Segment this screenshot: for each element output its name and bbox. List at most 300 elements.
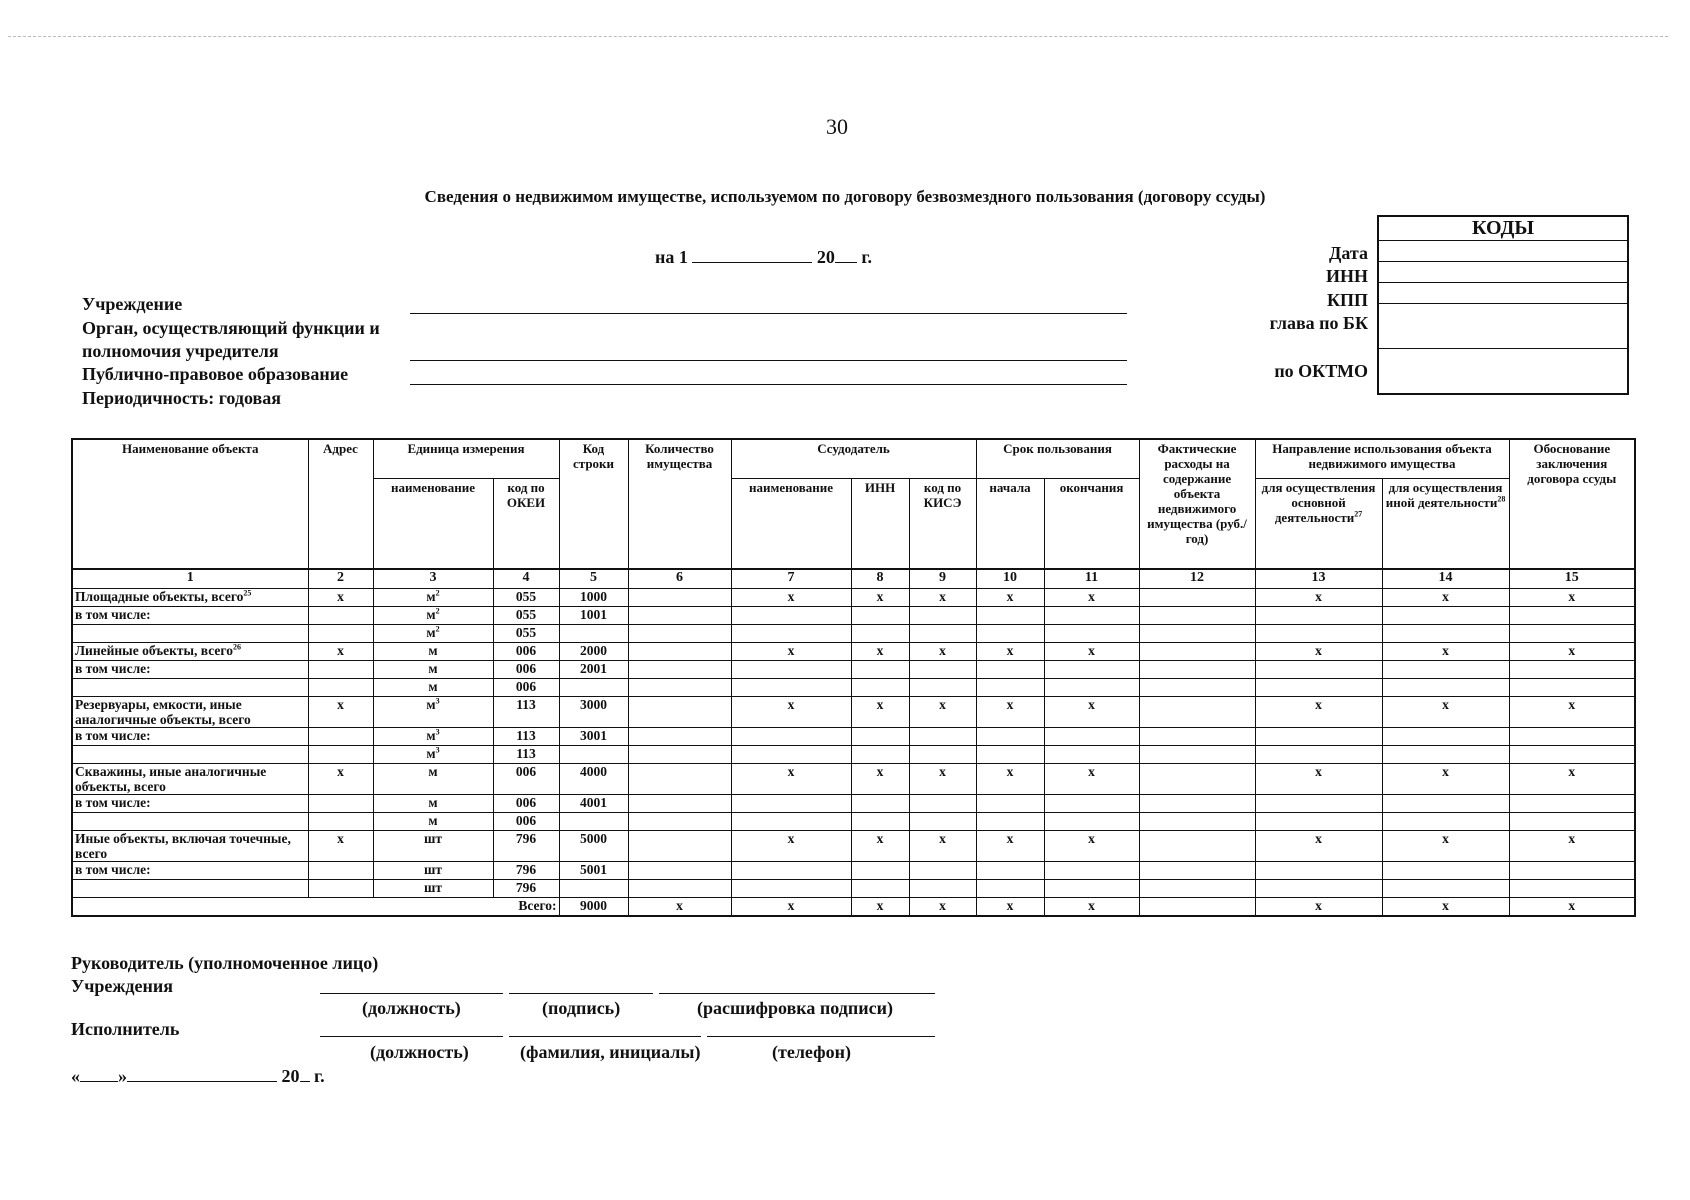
expenses-cell[interactable]: [1139, 643, 1255, 661]
line-code-cell: 1001: [559, 607, 628, 625]
date-year-blank[interactable]: [835, 248, 857, 263]
okei-cell: 006: [493, 661, 559, 679]
term-end-cell[interactable]: [1044, 625, 1139, 643]
unit-text: м: [428, 643, 438, 658]
okei-cell: 006: [493, 679, 559, 697]
direction-other-cell: x: [1382, 589, 1509, 607]
date-close-quote: »: [118, 1066, 127, 1086]
code-label-kpp: КПП: [1326, 290, 1368, 310]
okei-cell: 796: [493, 831, 559, 862]
total-lender-name-cell: x: [731, 898, 851, 917]
table-row: [72, 728, 1635, 746]
th-dir-main-text: для осуществления основной деятельности: [1261, 479, 1376, 525]
lender-kise-cell[interactable]: [909, 795, 976, 813]
lender-kise-cell[interactable]: [909, 728, 976, 746]
lender-kise-cell: x: [909, 764, 976, 795]
code-field-kpp[interactable]: [1378, 283, 1628, 304]
object-name-cell: [72, 862, 308, 880]
lender-inn-cell: x: [851, 643, 909, 661]
direction-other-cell: x: [1382, 643, 1509, 661]
column-number: 14: [1382, 569, 1509, 589]
quantity-cell[interactable]: [628, 764, 731, 795]
lender-inn-cell[interactable]: [851, 728, 909, 746]
basis-cell[interactable]: [1509, 625, 1635, 643]
line-code-cell: 3000: [559, 697, 628, 728]
address-cell[interactable]: [308, 880, 373, 898]
basis-cell[interactable]: [1509, 679, 1635, 697]
term-start-cell[interactable]: [976, 795, 1044, 813]
quantity-cell[interactable]: [628, 795, 731, 813]
lender-kise-cell: x: [909, 589, 976, 607]
expenses-cell[interactable]: [1139, 831, 1255, 862]
unit-name-cell: [373, 862, 493, 880]
object-name-text: Скважины, иные аналогичные объекты, всего: [75, 764, 267, 794]
head-decoding-field[interactable]: [659, 993, 935, 994]
unit-power: 2: [435, 606, 440, 616]
quantity-cell[interactable]: [628, 813, 731, 831]
term-start-cell[interactable]: [976, 661, 1044, 679]
total-code-cell: 9000: [559, 898, 628, 917]
direction-other-cell[interactable]: [1382, 607, 1509, 625]
line-code-cell: 2000: [559, 643, 628, 661]
term-start-cell[interactable]: [976, 728, 1044, 746]
column-number: 9: [909, 569, 976, 589]
lender-name-cell[interactable]: [731, 862, 851, 880]
term-end-cell[interactable]: [1044, 607, 1139, 625]
expenses-cell[interactable]: [1139, 795, 1255, 813]
address-cell[interactable]: [308, 813, 373, 831]
quantity-cell[interactable]: [628, 661, 731, 679]
direction-other-cell[interactable]: [1382, 661, 1509, 679]
lender-kise-cell[interactable]: [909, 625, 976, 643]
lender-name-cell[interactable]: [731, 607, 851, 625]
exec-phone-field[interactable]: [707, 1036, 935, 1037]
th-term-start: начала: [976, 478, 1044, 569]
report-date-line: [655, 247, 872, 268]
lender-inn-cell: x: [851, 831, 909, 862]
th-dir-other-sup: 28: [1497, 494, 1506, 504]
lender-inn-cell[interactable]: [851, 813, 909, 831]
unit-power: 2: [435, 624, 440, 634]
column-number: 10: [976, 569, 1044, 589]
address-cell[interactable]: [308, 679, 373, 697]
quantity-cell[interactable]: [628, 625, 731, 643]
total-lender-kise-cell: x: [909, 898, 976, 917]
basis-cell[interactable]: [1509, 862, 1635, 880]
address-cell: x: [308, 697, 373, 728]
quantity-cell[interactable]: [628, 831, 731, 862]
term-end-cell[interactable]: [1044, 813, 1139, 831]
total-basis-cell: x: [1509, 898, 1635, 917]
lender-name-cell: x: [731, 643, 851, 661]
code-field-oktmo[interactable]: [1378, 349, 1628, 395]
date-year-prefix: 20: [816, 247, 835, 267]
term-end-cell[interactable]: [1044, 795, 1139, 813]
lender-name-cell: x: [731, 589, 851, 607]
lender-inn-cell[interactable]: [851, 661, 909, 679]
date-open-quote: «: [71, 1066, 80, 1086]
expenses-cell[interactable]: [1139, 589, 1255, 607]
column-number: 3: [373, 569, 493, 589]
expenses-cell[interactable]: [1139, 813, 1255, 831]
basis-cell[interactable]: [1509, 795, 1635, 813]
term-start-cell[interactable]: [976, 880, 1044, 898]
lender-inn-cell[interactable]: [851, 679, 909, 697]
table-row: [72, 764, 1635, 795]
object-name-text: в том числе:: [75, 862, 151, 877]
lender-name-cell[interactable]: [731, 728, 851, 746]
lender-kise-cell[interactable]: [909, 862, 976, 880]
unit-text: м: [428, 679, 438, 694]
direction-other-cell[interactable]: [1382, 880, 1509, 898]
okei-cell: 006: [493, 813, 559, 831]
total-direction-other-cell: x: [1382, 898, 1509, 917]
okei-cell: 113: [493, 697, 559, 728]
unit-text: м: [428, 813, 438, 828]
page-title: Сведения о недвижимом имуществе, используемом по договору безвозмездного пользования (договору ссуды): [424, 187, 1266, 206]
object-name-text: в том числе:: [75, 728, 151, 743]
object-name-cell: [72, 831, 308, 862]
lender-name-cell: x: [731, 697, 851, 728]
lender-kise-cell[interactable]: [909, 813, 976, 831]
head-position-field[interactable]: [320, 993, 503, 994]
line-code-cell[interactable]: [559, 880, 628, 898]
lender-inn-cell: x: [851, 697, 909, 728]
quantity-cell[interactable]: [628, 880, 731, 898]
column-number: 8: [851, 569, 909, 589]
object-name-cell: [72, 661, 308, 679]
public-entity-field[interactable]: [410, 384, 1127, 385]
lender-kise-cell[interactable]: [909, 661, 976, 679]
direction-other-cell: x: [1382, 831, 1509, 862]
object-name-cell: [72, 607, 308, 625]
table-row: [72, 831, 1635, 862]
unit-text: шт: [423, 831, 443, 846]
column-number: 15: [1509, 569, 1635, 589]
code-field-inn[interactable]: [1378, 262, 1628, 283]
lender-kise-cell[interactable]: [909, 746, 976, 764]
quantity-cell[interactable]: [628, 607, 731, 625]
object-name-cell: [72, 813, 308, 831]
expenses-cell[interactable]: [1139, 862, 1255, 880]
address-cell[interactable]: [308, 625, 373, 643]
unit-name-cell: [373, 764, 493, 795]
lender-inn-cell: x: [851, 764, 909, 795]
unit-text: м: [428, 795, 438, 810]
term-start-cell[interactable]: [976, 625, 1044, 643]
lender-name-cell[interactable]: [731, 625, 851, 643]
expenses-cell[interactable]: [1139, 607, 1255, 625]
quantity-cell[interactable]: [628, 728, 731, 746]
quantity-cell[interactable]: [628, 643, 731, 661]
th-dir-other-text: для осуществления иной деятельности: [1385, 479, 1503, 510]
expenses-cell[interactable]: [1139, 661, 1255, 679]
expenses-cell[interactable]: [1139, 728, 1255, 746]
address-cell[interactable]: [308, 728, 373, 746]
okei-cell: 006: [493, 795, 559, 813]
signature-date-suffix: г.: [314, 1066, 325, 1086]
line-code-cell: 5000: [559, 831, 628, 862]
direction-other-cell[interactable]: [1382, 795, 1509, 813]
th-unit-okei: код по ОКЕИ: [493, 478, 559, 569]
total-label: Всего:: [72, 898, 559, 917]
code-field-date[interactable]: [1378, 241, 1628, 262]
basis-cell: x: [1509, 643, 1635, 661]
term-start-cell: x: [976, 764, 1044, 795]
lender-name-cell: x: [731, 764, 851, 795]
direction-main-cell[interactable]: [1255, 625, 1382, 643]
column-number: 2: [308, 569, 373, 589]
total-row: [72, 898, 1635, 917]
unit-name-cell: [373, 746, 493, 764]
address-cell[interactable]: [308, 795, 373, 813]
direction-other-cell[interactable]: [1382, 679, 1509, 697]
lender-inn-cell[interactable]: [851, 795, 909, 813]
th-quantity: Количество имущества: [628, 439, 731, 569]
object-name-text: Резервуары, емкости, иные аналогичные объекты, всего: [75, 697, 251, 727]
line-code-cell[interactable]: [559, 813, 628, 831]
th-term: Срок пользования: [976, 439, 1139, 478]
direction-main-cell[interactable]: [1255, 880, 1382, 898]
head-signature-caption: (подпись): [542, 998, 621, 1018]
lender-name-cell[interactable]: [731, 746, 851, 764]
term-end-cell[interactable]: [1044, 728, 1139, 746]
quantity-cell[interactable]: [628, 746, 731, 764]
expenses-cell[interactable]: [1139, 679, 1255, 697]
table-row: [72, 625, 1635, 643]
code-field-bk[interactable]: [1378, 304, 1628, 349]
direction-main-cell[interactable]: [1255, 862, 1382, 880]
unit-text: м: [426, 746, 436, 761]
unit-name-cell: [373, 643, 493, 661]
line-code-cell[interactable]: [559, 746, 628, 764]
table-row: [72, 880, 1635, 898]
term-end-cell[interactable]: [1044, 661, 1139, 679]
basis-cell[interactable]: [1509, 813, 1635, 831]
unit-power: 3: [435, 745, 440, 755]
direction-main-cell[interactable]: [1255, 661, 1382, 679]
object-name-text: в том числе:: [75, 795, 151, 810]
term-end-cell: x: [1044, 831, 1139, 862]
object-name-footnote: 25: [243, 588, 252, 598]
term-end-cell[interactable]: [1044, 862, 1139, 880]
table-row: [72, 643, 1635, 661]
date-prefix: на 1: [655, 247, 688, 267]
object-name-cell: [72, 679, 308, 697]
basis-cell: x: [1509, 589, 1635, 607]
table-row: [72, 795, 1635, 813]
table-row: [72, 697, 1635, 728]
exec-position-field[interactable]: [320, 1036, 503, 1037]
total-term-end-cell: x: [1044, 898, 1139, 917]
address-cell: x: [308, 764, 373, 795]
basis-cell[interactable]: [1509, 880, 1635, 898]
unit-name-cell: [373, 607, 493, 625]
term-start-cell[interactable]: [976, 813, 1044, 831]
table-row: [72, 746, 1635, 764]
exec-name-caption: (фамилия, инициалы): [520, 1042, 701, 1062]
direction-main-cell[interactable]: [1255, 607, 1382, 625]
direction-main-cell[interactable]: [1255, 746, 1382, 764]
page-number: 30: [826, 114, 848, 139]
code-label-oktmo: по ОКТМО: [1274, 361, 1368, 381]
th-unit-name: наименование: [373, 478, 493, 569]
lender-name-cell[interactable]: [731, 795, 851, 813]
term-start-cell[interactable]: [976, 862, 1044, 880]
basis-cell[interactable]: [1509, 661, 1635, 679]
line-code-cell: 3001: [559, 728, 628, 746]
head-label-line1: Руководитель (уполномоченное лицо): [71, 953, 379, 973]
quantity-cell[interactable]: [628, 697, 731, 728]
unit-text: м: [428, 661, 438, 676]
lender-inn-cell[interactable]: [851, 607, 909, 625]
line-code-cell[interactable]: [559, 679, 628, 697]
th-lender-kise: код по КИСЭ: [909, 478, 976, 569]
line-code-cell[interactable]: [559, 625, 628, 643]
direction-main-cell: x: [1255, 764, 1382, 795]
column-number: 5: [559, 569, 628, 589]
address-cell[interactable]: [308, 661, 373, 679]
authority-field[interactable]: [410, 360, 1127, 361]
object-name-text: Линейные объекты, всего: [75, 643, 233, 658]
direction-other-cell: x: [1382, 764, 1509, 795]
signature-date: [71, 1066, 325, 1087]
signature-date-year-blank[interactable]: [300, 1067, 310, 1082]
term-end-cell[interactable]: [1044, 679, 1139, 697]
lender-name-cell[interactable]: [731, 679, 851, 697]
lender-kise-cell[interactable]: [909, 880, 976, 898]
unit-text: м: [426, 607, 436, 622]
codes-table: [1377, 215, 1629, 395]
term-end-cell: x: [1044, 589, 1139, 607]
total-term-start-cell: x: [976, 898, 1044, 917]
okei-cell: 796: [493, 880, 559, 898]
table-row: [72, 607, 1635, 625]
address-cell: x: [308, 589, 373, 607]
object-name-cell: [72, 880, 308, 898]
unit-name-cell: [373, 661, 493, 679]
expenses-cell[interactable]: [1139, 625, 1255, 643]
lender-inn-cell[interactable]: [851, 625, 909, 643]
total-expenses-cell[interactable]: [1139, 898, 1255, 917]
table-row: [72, 862, 1635, 880]
institution-field[interactable]: [410, 313, 1127, 314]
institution-label: Учреждение: [82, 294, 183, 314]
periodicity-label: Периодичность: годовая: [82, 388, 282, 408]
lender-kise-cell: x: [909, 643, 976, 661]
th-dir-other: [1382, 478, 1509, 569]
term-end-cell: x: [1044, 697, 1139, 728]
exec-position-caption: (должность): [370, 1042, 469, 1062]
direction-main-cell[interactable]: [1255, 728, 1382, 746]
lender-kise-cell[interactable]: [909, 679, 976, 697]
lender-inn-cell[interactable]: [851, 746, 909, 764]
scan-artifact-line: [8, 36, 1668, 37]
address-cell[interactable]: [308, 862, 373, 880]
direction-main-cell: x: [1255, 643, 1382, 661]
expenses-cell[interactable]: [1139, 697, 1255, 728]
date-day-blank[interactable]: [80, 1067, 118, 1082]
unit-power: 3: [435, 696, 440, 706]
term-start-cell: x: [976, 697, 1044, 728]
quantity-cell[interactable]: [628, 679, 731, 697]
line-code-cell: 2001: [559, 661, 628, 679]
quantity-cell[interactable]: [628, 862, 731, 880]
term-start-cell[interactable]: [976, 679, 1044, 697]
direction-main-cell[interactable]: [1255, 813, 1382, 831]
direction-other-cell[interactable]: [1382, 746, 1509, 764]
direction-main-cell[interactable]: [1255, 679, 1382, 697]
direction-other-cell[interactable]: [1382, 862, 1509, 880]
expenses-cell[interactable]: [1139, 746, 1255, 764]
executor-label: Исполнитель: [71, 1019, 180, 1039]
unit-power: 3: [435, 727, 440, 737]
lender-name-cell[interactable]: [731, 661, 851, 679]
basis-cell[interactable]: [1509, 607, 1635, 625]
term-end-cell: x: [1044, 643, 1139, 661]
column-number: 4: [493, 569, 559, 589]
unit-name-cell: [373, 679, 493, 697]
unit-text: м: [428, 764, 438, 779]
date-day-month-blank[interactable]: [692, 248, 812, 263]
lender-inn-cell: x: [851, 589, 909, 607]
lender-kise-cell[interactable]: [909, 607, 976, 625]
quantity-cell[interactable]: [628, 589, 731, 607]
term-start-cell: x: [976, 589, 1044, 607]
table-row: [72, 589, 1635, 607]
direction-main-cell: x: [1255, 589, 1382, 607]
term-end-cell[interactable]: [1044, 880, 1139, 898]
basis-cell[interactable]: [1509, 728, 1635, 746]
unit-name-cell: [373, 880, 493, 898]
column-number: 12: [1139, 569, 1255, 589]
direction-main-cell[interactable]: [1255, 795, 1382, 813]
total-quantity-cell: x: [628, 898, 731, 917]
okei-cell: 113: [493, 746, 559, 764]
lender-inn-cell[interactable]: [851, 862, 909, 880]
direction-other-cell[interactable]: [1382, 813, 1509, 831]
authority-label-line1: Орган, осуществляющий функции и: [82, 318, 380, 338]
expenses-cell[interactable]: [1139, 764, 1255, 795]
term-start-cell[interactable]: [976, 607, 1044, 625]
direction-other-cell[interactable]: [1382, 728, 1509, 746]
lender-name-cell[interactable]: [731, 880, 851, 898]
lender-name-cell[interactable]: [731, 813, 851, 831]
lender-inn-cell[interactable]: [851, 880, 909, 898]
line-code-cell: 4000: [559, 764, 628, 795]
exec-name-field[interactable]: [509, 1036, 701, 1037]
expenses-cell[interactable]: [1139, 880, 1255, 898]
code-label-date: Дата: [1329, 243, 1368, 263]
table-row: [72, 679, 1635, 697]
basis-cell: x: [1509, 764, 1635, 795]
lender-kise-cell: x: [909, 697, 976, 728]
basis-cell[interactable]: [1509, 746, 1635, 764]
address-cell: x: [308, 643, 373, 661]
direction-other-cell[interactable]: [1382, 625, 1509, 643]
okei-cell: 113: [493, 728, 559, 746]
head-signature-field[interactable]: [509, 993, 653, 994]
codes-header: КОДЫ: [1378, 216, 1628, 241]
address-cell[interactable]: [308, 607, 373, 625]
term-end-cell[interactable]: [1044, 746, 1139, 764]
th-basis: Обоснование заключения договора ссуды: [1509, 439, 1635, 569]
unit-name-cell: [373, 795, 493, 813]
date-month-blank[interactable]: [127, 1067, 277, 1082]
th-lender-name: наименование: [731, 478, 851, 569]
term-start-cell[interactable]: [976, 746, 1044, 764]
address-cell[interactable]: [308, 746, 373, 764]
